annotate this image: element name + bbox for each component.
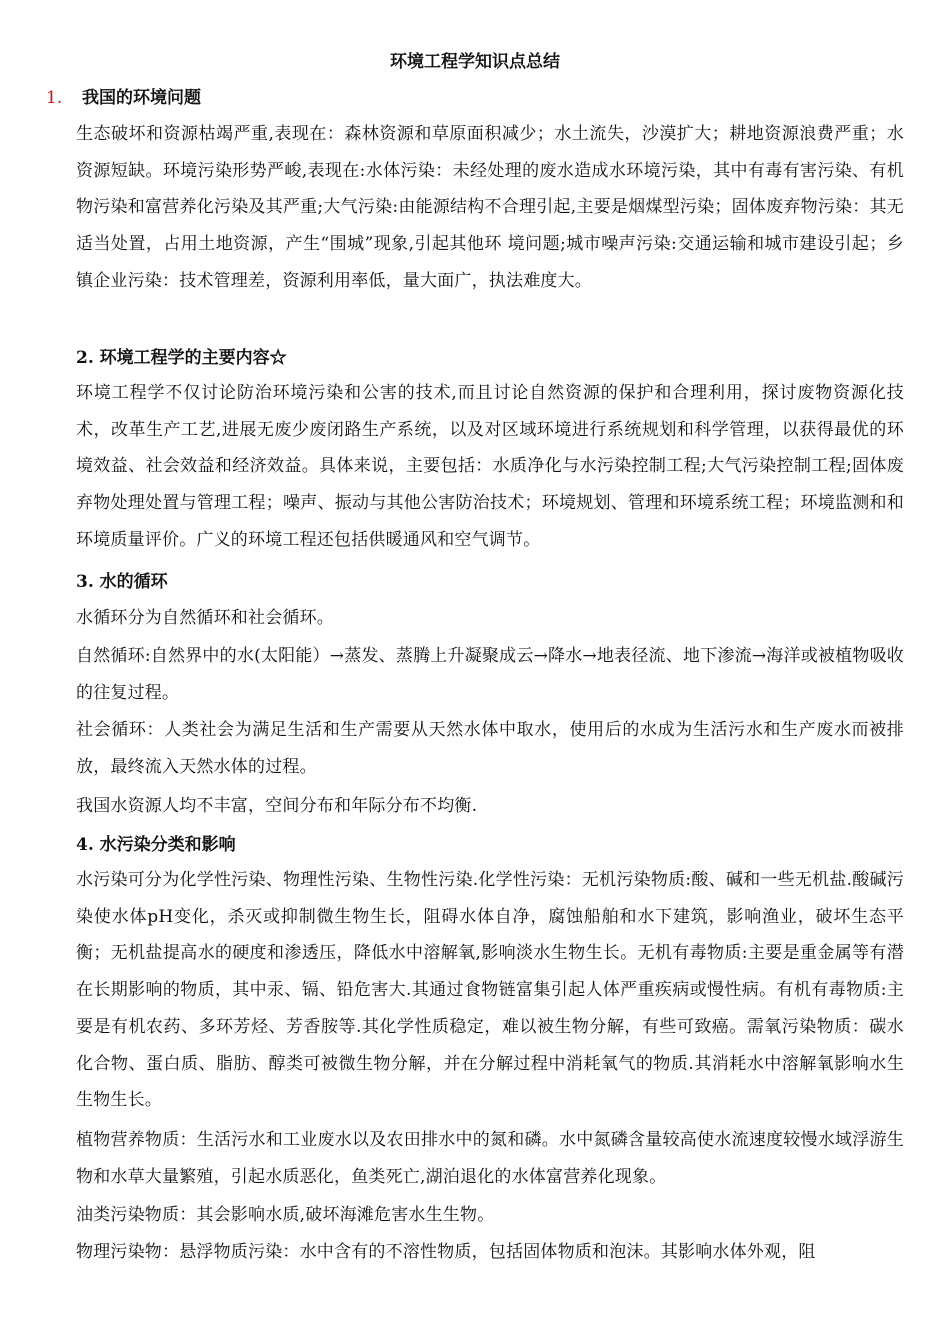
section-1-heading: 我国的环境问题 [82, 88, 201, 108]
section-4-paragraph-2: 植物营养物质：生活污水和工业废水以及农田排水中的氮和磷。水中氮磷含量较高使水流速度较慢水域浮游生物和水草大量繁殖，引起水质恶化，鱼类死亡,湖泊退化的水体富营养化现象。 [76, 1130, 904, 1187]
document-title: 环境工程学知识点总结 [390, 52, 560, 72]
section-1-paragraph: 生态破坏和资源枯竭严重,表现在：森林资源和草原面积减少；水土流失，沙漠扩大；耕地资源浪费严重；水资源短缺。环境污染形势严峻,表现在:水体污染：未经处理的废水造成水环境污染，其中有毒有害污染、有机物污染和富营养化污染及其严重;大气污染:由能源结构不合理引起,主要是烟煤型污染；固体废弃物污染：其无适当处置，占用土地资源，产生“围城”现象,引起其他环 境问题;城市噪声污染:交通运输和城市建设引起；乡镇企业污染：技术管理差，资源利用率低，量大面广，执法难度大。 [76, 124, 904, 291]
section-4-paragraph-1: 水污染可分为化学性污染、物理性污染、生物性污染.化学性污染：无机污染物质:酸、碱和一些无机盐.酸碱污染使水体pH变化，杀灭或抑制微生物生长，阻碍水体自净，腐蚀船舶和水下建筑，影响渔业，破坏生态平衡；无机盐提高水的硬度和渗透压，降低水中溶解氧,影响淡水生物生长。无机有毒物质:主要是重金属等有潜在长期影响的物质，其中汞、镉、铅危害大.其通过食物链富集引起人体严重疾病或慢性病。有机有毒物质:主要是有机农药、多环芳烃、芳香胺等.其化学性质稳定，难以被生物分解，有些可致癌。需氧污染物质：碳水化合物、蛋白质、脂肪、醇类可被微生物分解，并在分解过程中消耗氧气的物质.其消耗水中溶解氧影响水生生物生长。 [76, 870, 904, 1111]
section-3-paragraph-2: 自然循环:自然界中的水(太阳能）→蒸发、蒸腾上升凝聚成云→降水→地表径流、地下渗流→海洋或被植物吸收的往复过程。 [76, 646, 904, 703]
section-3-paragraph-1: 水循环分为自然循环和社会循环。 [76, 608, 334, 628]
section-4-paragraph-4: 物理污染物：悬浮物质污染：水中含有的不溶性物质，包括固体物质和泡沫。其影响水体外观，阻 [76, 1242, 816, 1262]
section-2-paragraph: 环境工程学不仅讨论防治环境污染和公害的技术,而且讨论自然资源的保护和合理利用，探讨废物资源化技术，改革生产工艺,进展无废少废闭路生产系统，以及对区域环境进行系统规划和科学管理，以获得最优的环境效益、社会效益和经济效益。具体来说，主要包括：水质净化与水污染控制工程;大气污染控制工程;固体废弃物处理处置与管理工程；噪声、振动与其他公害防治技术；环境规划、管理和环境系统工程；环境监测和和环境质量评价。广义的环境工程还包括供暖通风和空气调节。 [76, 383, 904, 550]
section-4-paragraph-3: 油类污染物质：其会影响水质,破坏海滩危害水生生物。 [76, 1205, 495, 1225]
section-1-number: 1. [46, 88, 63, 108]
section-4-heading: 4. 水污染分类和影响 [76, 835, 236, 855]
section-3-paragraph-4: 我国水资源人均不丰富，空间分布和年际分布不均衡. [76, 796, 478, 816]
section-3-paragraph-3: 社会循环：人类社会为满足生活和生产需要从天然水体中取水，使用后的水成为生活污水和生产废水而被排放，最终流入天然水体的过程。 [76, 720, 904, 777]
section-2-heading: 2. 环境工程学的主要内容☆ [76, 348, 287, 368]
section-3-heading: 3. 水的循环 [76, 572, 168, 592]
